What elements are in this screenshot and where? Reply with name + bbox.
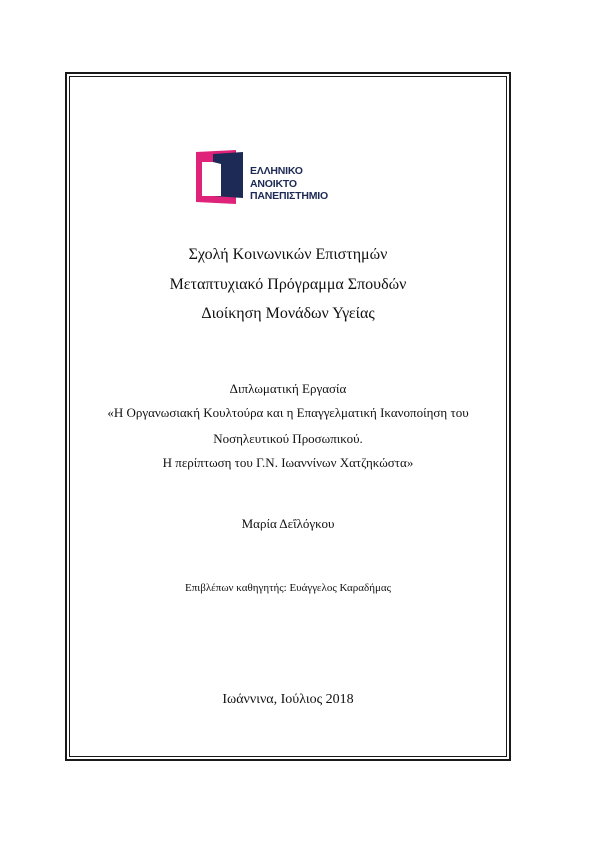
specialization-name: Διοίκηση Μονάδων Υγείας [201, 305, 375, 322]
thesis-title-line: «Η Οργανωσιακή Κουλτούρα και η Επαγγελματική Ικανοποίηση του [107, 405, 469, 420]
eap-logo-icon [196, 150, 244, 206]
supervisor: Επιβλέπων καθηγητής: Ευάγγελος Καραδήμας [184, 582, 391, 594]
logo-wordmark [250, 165, 328, 203]
logo-line: ΠΑΝΕΠΙΣΤΗΜΙΟ [250, 190, 328, 202]
thesis-title-line: Νοσηλευτικού Προσωπικού. [213, 431, 363, 446]
program-name: Μεταπτυχιακό Πρόγραμμα Σπουδών [169, 276, 407, 293]
school-name: Σχολή Κοινωνικών Επιστημών [188, 246, 388, 263]
author-name: Μαρία Δεΐλόγκου [241, 516, 335, 531]
logo-line: ΕΛΛΗΝΙΚΟ [250, 165, 303, 177]
university-logo [196, 150, 346, 206]
thesis-type: Διπλωματική Εργασία [229, 381, 347, 396]
place-date: Ιωάννινα, Ιούλιος 2018 [222, 692, 354, 707]
logo-line: ΑΝΟΙΚΤΟ [250, 177, 297, 190]
thesis-title-line: Η περίπτωση του Γ.Ν. Ιωαννίνων Χατζηκώστα» [162, 455, 414, 470]
